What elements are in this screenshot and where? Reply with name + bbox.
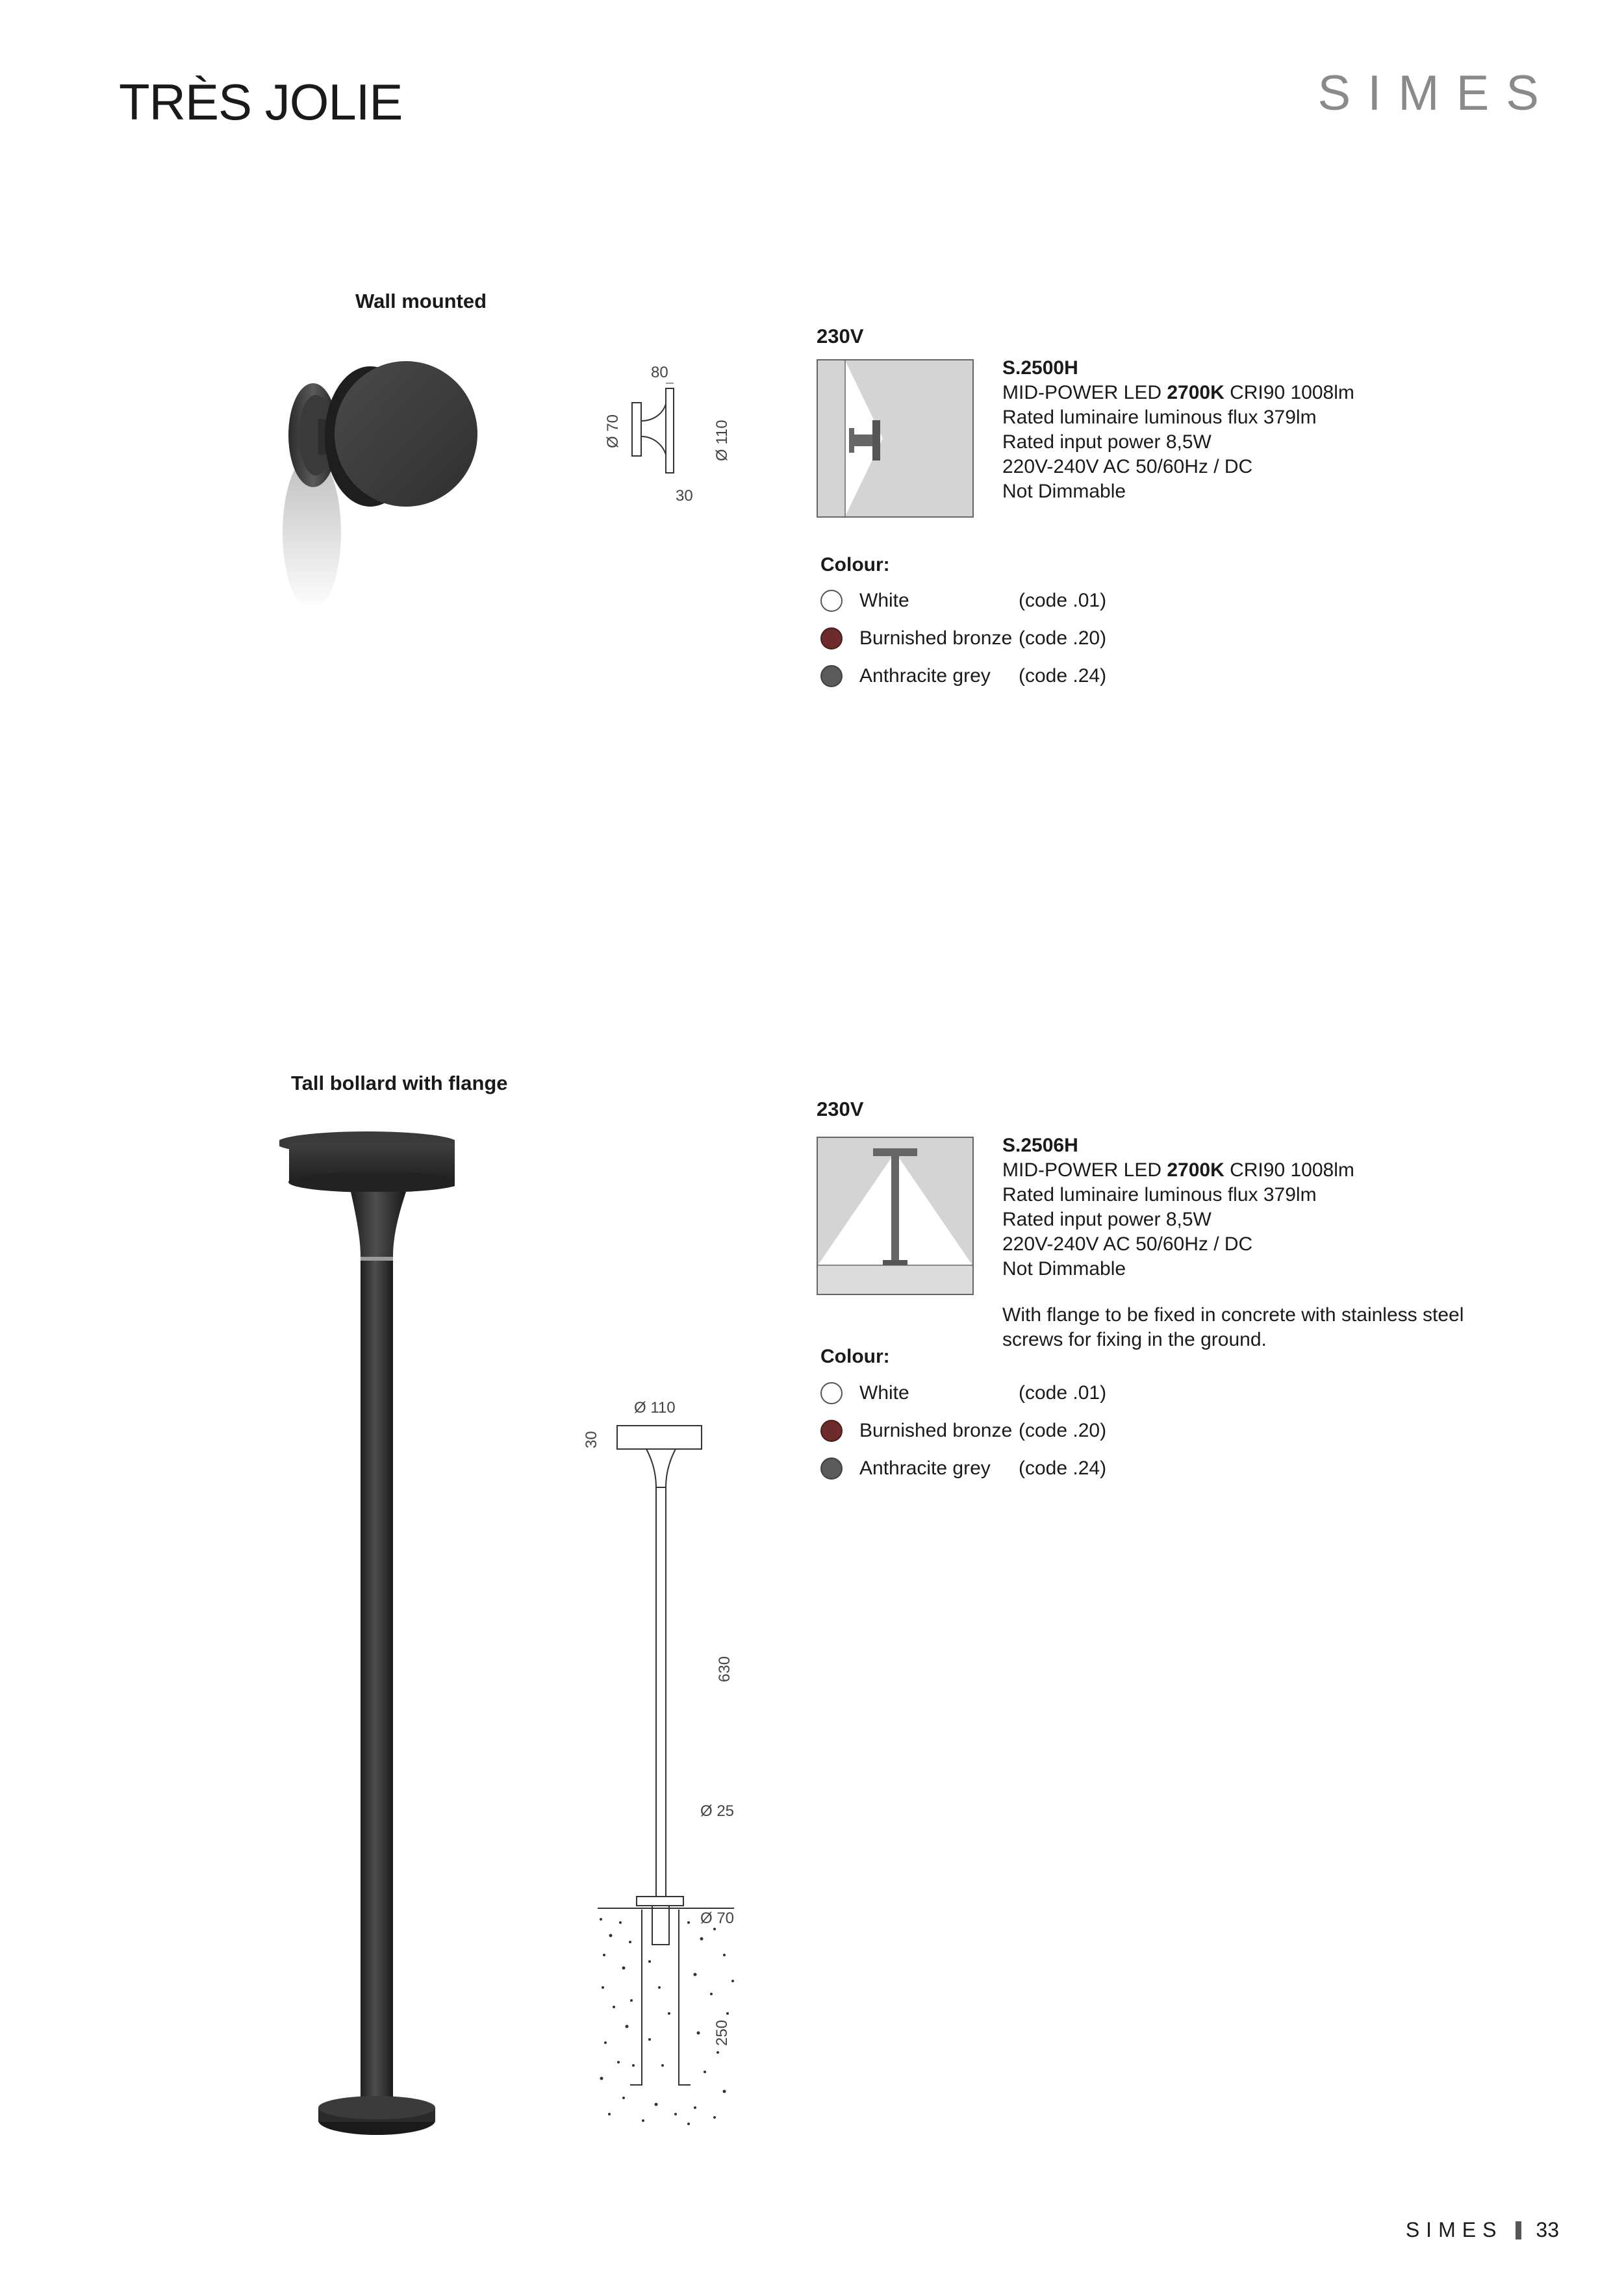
colour-option-white: White (code .01) [820, 1374, 1106, 1412]
installation-note: With flange to be fixed in concrete with stainless steel screws for fixing in the ground. [1002, 1304, 1464, 1350]
dim-pole-diameter: Ø 25 [700, 1802, 735, 1820]
input-power: Rated input power 8,5W [1002, 1209, 1212, 1230]
brand-logo: SIMES [1317, 66, 1556, 121]
colour-swatch [820, 590, 843, 612]
page-footer [1406, 2218, 1559, 2242]
product-code: S.2500H [1002, 357, 1078, 379]
colour-swatch [820, 1457, 843, 1480]
footer-brand: SIMES [1405, 2218, 1503, 2241]
bollard-photo [279, 1130, 455, 2143]
colour-swatch [820, 665, 843, 687]
colour-option-burnished-bronze: Burnished bronze (code .20) [820, 620, 1106, 657]
colour-title: Colour: [820, 1346, 890, 1367]
luminous-flux: Rated luminaire luminous flux 379lm [1002, 407, 1317, 428]
colour-swatch [820, 1420, 843, 1442]
power-supply: 220V-240V AC 50/60Hz / DC [1002, 1233, 1253, 1255]
page-number: 33 [1536, 2218, 1559, 2241]
dim-base-depth: 30 [676, 487, 693, 505]
luminous-flux: Rated luminaire luminous flux 379lm [1002, 1184, 1317, 1205]
colour-option-white: White (code .01) [820, 582, 1106, 620]
section-label-wall-mounted: Wall mounted [355, 290, 487, 312]
colour-option-anthracite-grey: Anthracite grey (code .24) [820, 1450, 1106, 1487]
wall-light-photo [273, 338, 481, 611]
colour-list [820, 582, 1106, 695]
input-power: Rated input power 8,5W [1002, 431, 1212, 453]
light-distribution-diagram [817, 359, 974, 518]
dim-base-diameter: Ø 70 [604, 414, 622, 448]
product-code: S.2506H [1002, 1135, 1078, 1156]
dim-head-diameter: Ø 110 [713, 420, 731, 461]
power-supply: 220V-240V AC 50/60Hz / DC [1002, 456, 1253, 477]
dim-depth: 80 [651, 364, 668, 381]
light-distribution-diagram [817, 1137, 974, 1295]
colour-swatch [820, 627, 843, 650]
footer-divider [1516, 2221, 1521, 2239]
led-spec: MID-POWER LED 2700K CRI90 1008lm [1002, 382, 1354, 403]
dim-head-height: 30 [583, 1431, 600, 1448]
dim-head-diameter: Ø 110 [634, 1399, 676, 1417]
colour-list [820, 1374, 1106, 1487]
dimming: Not Dimmable [1002, 481, 1126, 502]
dimming: Not Dimmable [1002, 1258, 1126, 1280]
colour-option-anthracite-grey: Anthracite grey (code .24) [820, 657, 1106, 695]
dim-ground-depth: 250 [713, 2019, 731, 2046]
colour-swatch [820, 1382, 843, 1404]
colour-title: Colour: [820, 554, 890, 575]
product-specs [1002, 1133, 1354, 1281]
product-specs [1002, 356, 1354, 504]
led-spec: MID-POWER LED 2700K CRI90 1008lm [1002, 1159, 1354, 1181]
section-label-tall-bollard: Tall bollard with flange [291, 1072, 508, 1094]
voltage-label: 230V [817, 1098, 864, 1120]
colour-option-burnished-bronze: Burnished bronze (code .20) [820, 1412, 1106, 1450]
dim-height: 630 [716, 1656, 733, 1682]
voltage-label: 230V [817, 325, 864, 347]
page-title: TRÈS JOLIE [119, 73, 403, 131]
dim-flange-diameter: Ø 70 [700, 1910, 735, 1927]
